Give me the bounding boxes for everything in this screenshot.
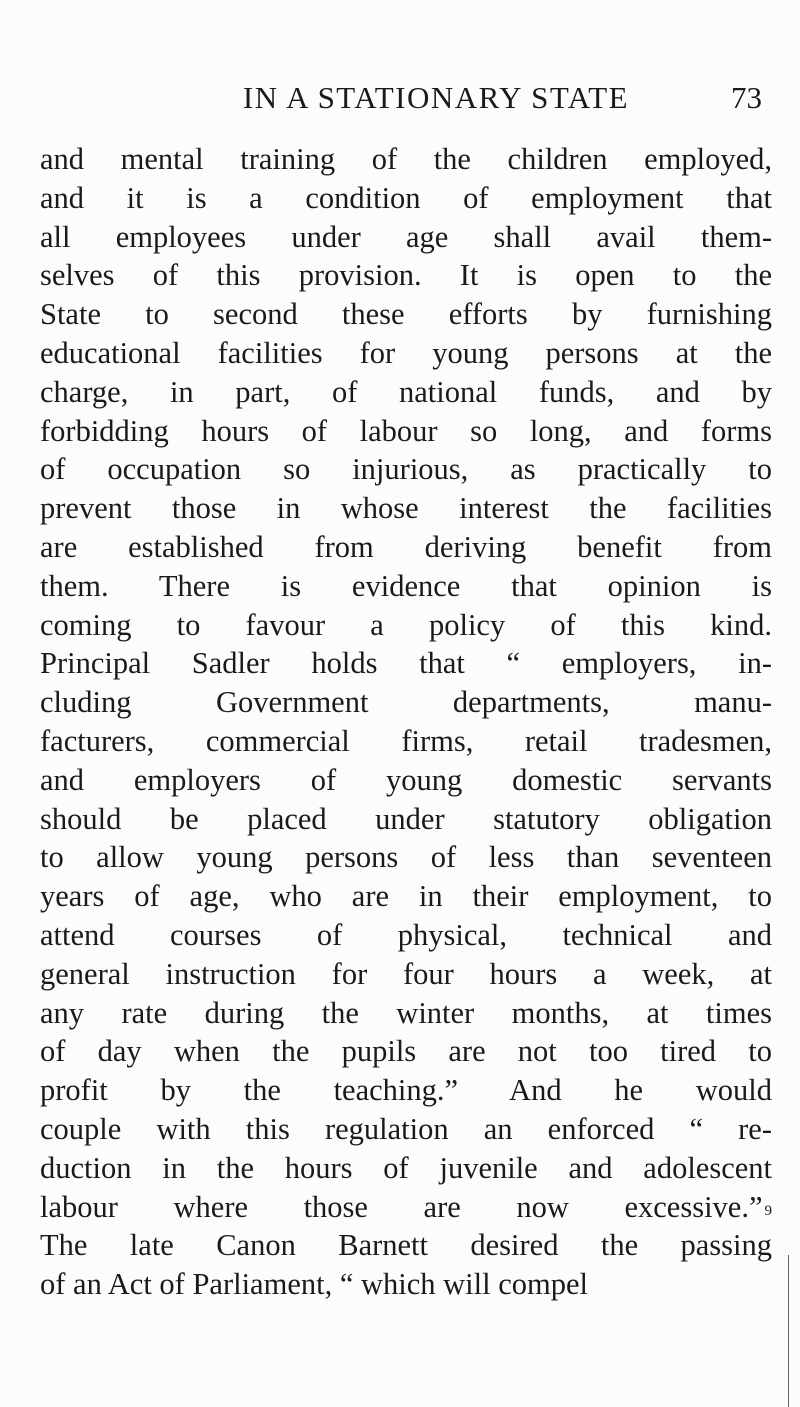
text-line: The late Canon Barnett desired the passing bbox=[40, 1228, 772, 1263]
text-line: should be placed under statutory obligation bbox=[40, 801, 772, 836]
text-line: duction in the hours of juvenile and adolescent bbox=[40, 1150, 772, 1185]
running-title: IN A STATIONARY STATE bbox=[242, 80, 630, 115]
text-line: any rate during the winter months, at times bbox=[40, 995, 772, 1030]
text-line: and mental training of the children employed, bbox=[40, 142, 772, 176]
footnote-marker[interactable]: 9 bbox=[764, 1202, 772, 1219]
text-line: State to second these efforts by furnishing bbox=[40, 297, 772, 332]
text-line: cluding Government departments, manu- bbox=[40, 685, 772, 720]
text-line: all employees under age shall avail them- bbox=[40, 219, 772, 254]
text-line: selves of this provision. It is open to the bbox=[40, 258, 772, 293]
text-line: of occupation so injurious, as practically to bbox=[40, 452, 772, 487]
text-line: couple with this regulation an enforced “ re- bbox=[40, 1111, 772, 1146]
text-line: profit by the teaching.” And he would bbox=[40, 1073, 772, 1108]
text-line: facturers, commercial firms, retail tradesmen, bbox=[40, 723, 772, 758]
text-line: to allow young persons of less than seventeen bbox=[40, 840, 772, 875]
body-text bbox=[40, 140, 772, 1304]
text-line: and employers of young domestic servants bbox=[40, 762, 772, 797]
text-line: prevent those in whose interest the facilities bbox=[40, 491, 772, 526]
text-line: attend courses of physical, technical and bbox=[40, 917, 772, 952]
text-line: forbidding hours of labour so long, and forms bbox=[40, 413, 772, 448]
text-line-content: labour where those are now excessive.” bbox=[40, 1189, 763, 1224]
text-line: of day when the pupils are not too tired to bbox=[40, 1034, 772, 1069]
text-line: them. There is evidence that opinion is bbox=[40, 568, 772, 603]
page-edge-rule bbox=[788, 1255, 789, 1407]
text-line: general instruction for four hours a week, at bbox=[40, 956, 772, 991]
text-line: and it is a condition of employment that bbox=[40, 180, 772, 215]
text-line: years of age, who are in their employment, to bbox=[40, 879, 772, 914]
page-header bbox=[110, 76, 762, 120]
text-line: charge, in part, of national funds, and by bbox=[40, 374, 772, 409]
text-line: coming to favour a policy of this kind. bbox=[40, 607, 772, 642]
page-number: 73 bbox=[731, 80, 762, 115]
text-line: Principal Sadler holds that “ employers, in- bbox=[40, 646, 772, 681]
text-line-with-footnote bbox=[40, 1188, 772, 1227]
text-line: of an Act of Parliament, “ which will compel bbox=[40, 1267, 589, 1302]
text-line: educational facilities for young persons at the bbox=[40, 335, 772, 370]
text-line: are established from deriving benefit from bbox=[40, 529, 772, 564]
